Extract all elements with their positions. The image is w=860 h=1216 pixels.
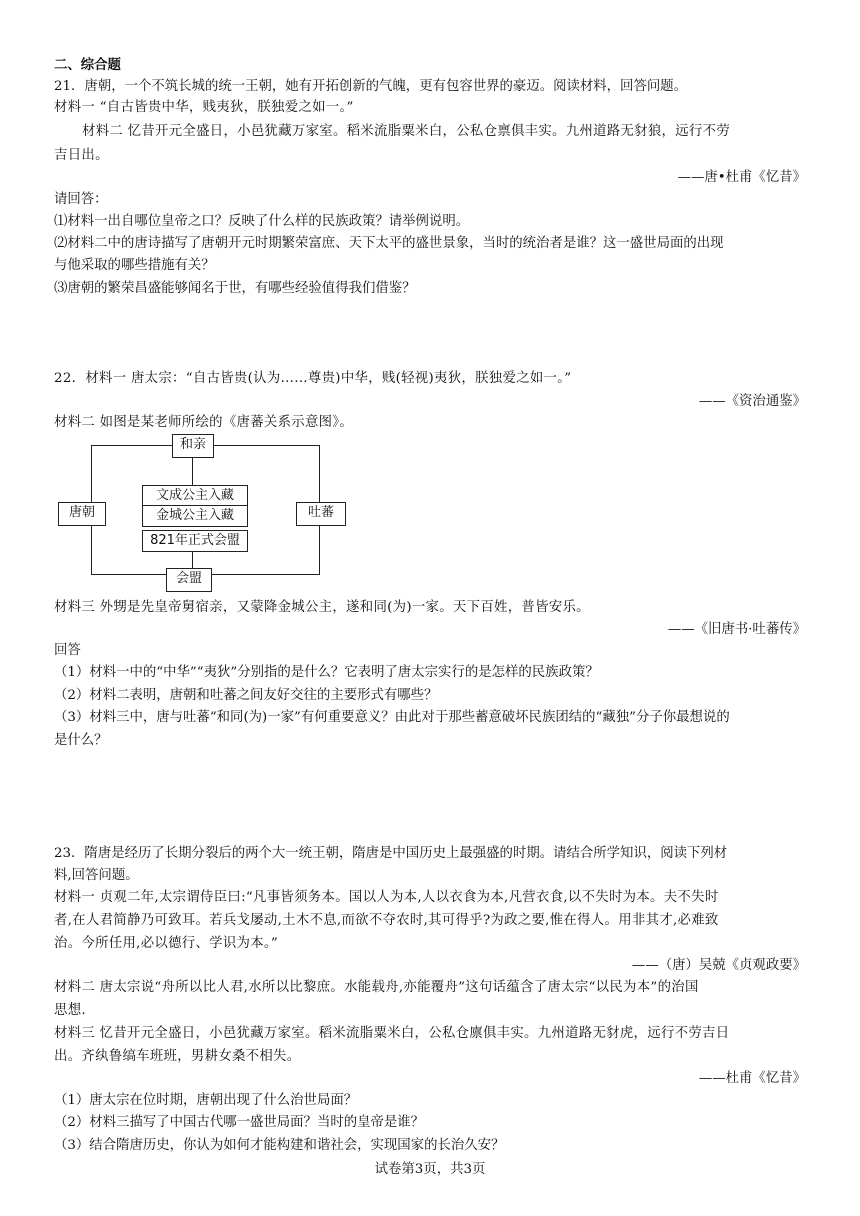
q22-material-3: 材料三 外甥是先皇帝舅宿亲，又蒙降金城公主，遂和同(为)一家。天下百姓，普皆安乐。 [54, 600, 590, 615]
q23-part-3: （3）结合隋唐历史，你认为如何才能构建和谐社会，实现国家的长治久安？ [54, 1138, 505, 1153]
q22-part-3-line1: （3）材料三中，唐与吐蕃“和同(为)一家”有何重要意义？由此对于那些蓄意破坏民族团结的“藏独”分子你最想说的 [54, 710, 730, 725]
page-footer: 试卷第3页，共3页 [374, 1162, 486, 1177]
q21-part-2-line2: 与他采取的哪些措施有关？ [54, 258, 215, 273]
q23-material-1-line3: 治。今所任用,必以德行、学识为本。” [54, 936, 279, 951]
diagram-box-heqin: 和亲 [172, 434, 214, 458]
q23-stem-line2: 料,回答问题。 [54, 868, 139, 883]
q23-material-3-line1: 材料三 忆昔开元全盛日，小邑犹藏万家室。稻米流脂粟米白，公私仓廪俱丰实。九州道路无豺虎，远行不劳吉日 [54, 1026, 730, 1041]
diagram-box-wencheng: 文成公主入藏 [142, 485, 248, 507]
diagram-box-huimeng: 会盟 [166, 568, 212, 592]
q21-part-2-line1: ⑵材料二中的唐诗描写了唐朝开元时期繁荣富庶、天下太平的盛世景象，当时的统治者是谁？这一盛世局面的出现 [54, 236, 724, 251]
q21-ask: 请回答： [54, 192, 108, 207]
q21-material-2-source: ——唐•杜甫《忆昔》 [677, 170, 806, 185]
diagram-box-jincheng: 金城公主入藏 [142, 505, 248, 527]
q22-part-2: （2）材料二表明，唐朝和吐蕃之间友好交往的主要形式有哪些？ [54, 688, 438, 703]
q21-material-1: 材料一 “自古皆贵中华，贱夷狄，朕独爱之如一。” [54, 100, 354, 115]
q23-part-2: （2）材料三描写了中国古代哪一盛世局面？当时的皇帝是谁？ [54, 1115, 425, 1130]
q21-part-3: ⑶唐朝的繁荣昌盛能够闻名于世，有哪些经验值得我们借鉴？ [54, 281, 416, 296]
q21-stem: 21．唐朝，一个不筑长城的统一王朝，她有开拓创新的气魄，更有包容世界的豪迈。阅读材料，回答问题。 [54, 79, 688, 94]
q23-stem-line1: 23．隋唐是经历了长期分裂后的两个大一统王朝，隋唐是中国历史上最强盛的时期。请结合所学知识，阅读下列材 [54, 846, 728, 861]
q23-material-1-source: ——（唐）吴兢《贞观政要》 [631, 958, 806, 973]
diagram-connector-top [192, 458, 193, 485]
q23-material-1-line2: 者,在人君简静乃可致耳。若兵戈屡动,土木不息,而欲不夺农时,其可得乎?为政之要,惟在得人。用非其才,必难致 [54, 913, 719, 928]
q23-part-1: （1）唐太宗在位时期，唐朝出现了什么治世局面？ [54, 1093, 358, 1108]
q23-material-1-line1: 材料一 贞观二年,太宗谓侍臣曰:“凡事皆须务本。国以人为本,人以衣食为本,凡营衣食,以不失时为本。夫不失时 [54, 890, 719, 905]
q22-material-3-source: ——《旧唐书·吐蕃传》 [667, 622, 806, 637]
diagram-box-tang: 唐朝 [58, 502, 106, 526]
tang-tibet-relations-diagram [54, 432, 334, 592]
q23-material-3-line2: 出。齐纨鲁缟车班班，男耕女桑不相失。 [54, 1049, 301, 1064]
q22-material-1: 22．材料一 唐太宗：“自古皆贵(认为……尊贵)中华，贱(轻视)夷狄，朕独爱之如一。” [54, 371, 572, 386]
diagram-connector-bottom [192, 550, 193, 568]
q22-material-1-source: ——《资治通鉴》 [698, 394, 806, 409]
q21-material-2-line1: 材料二 忆昔开元全盛日，小邑犹藏万家室。稻米流脂粟米白，公私仓禀俱丰实。九州道路无豺狼，远行不劳 [82, 124, 731, 139]
q23-material-2-line2: 思想. [54, 1003, 86, 1018]
diagram-box-821-alliance: 821年正式会盟 [142, 530, 248, 552]
q22-material-2: 材料二 如图是某老师所绘的《唐蕃关系示意图》。 [54, 415, 354, 430]
q22-part-1: （1）材料一中的“中华”“夷狄”分别指的是什么？它表明了唐太宗实行的是怎样的民族政策？ [54, 665, 599, 680]
q22-part-3-line2: 是什么？ [54, 733, 108, 748]
diagram-box-tubo: 吐蕃 [296, 502, 346, 526]
q21-material-2-line2: 吉日出。 [54, 148, 109, 163]
q21-part-1: ⑴材料一出自哪位皇帝之口？反映了什么样的民族政策？请举例说明。 [54, 214, 470, 229]
q23-material-2-line1: 材料二 唐太宗说“舟所以比人君,水所以比黎庶。水能载舟,亦能覆舟”这句话蕴含了唐太宗“以民为本”的治国 [54, 980, 699, 995]
section-title: 二、综合题 [54, 58, 121, 73]
q22-ask: 回答 [54, 643, 81, 658]
q23-material-3-source: ——杜甫《忆昔》 [698, 1071, 806, 1086]
